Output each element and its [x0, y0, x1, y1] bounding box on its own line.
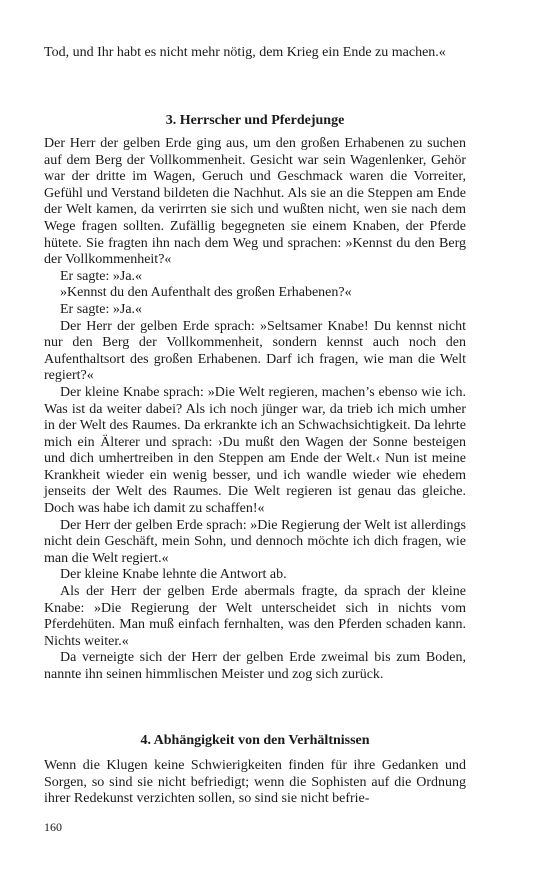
paragraph: Der kleine Knabe lehnte die Antwort ab. [60, 567, 287, 583]
paragraph: Wenn die Klugen keine Schwierigkeiten finden für ihre Gedanken und Sorgen, so sind sie nicht befriedigt; wenn die Sophisten auf die Ordnung ihrer Redekunst verzichten sollen, so sind sie nicht befrie- [44, 758, 466, 807]
paragraph: Der Herr der gelben Erde sprach: »Die Regierung der Welt ist allerdings nicht dein Geschäft, mein Sohn, und dennoch möchte ich dich fragen, wie man die Welt regiert.« [44, 517, 466, 566]
section-body [44, 758, 466, 808]
paragraph: Er sagte: »Ja.« [60, 301, 143, 317]
paragraph: Der Herr der gelben Erde sprach: »Seltsamer Knabe! Du kennst nicht nur den Berg der Vollkommenheit, sondern kennst auch noch den Aufenthaltsort des großen Erhabenen. Darf ich fragen, wie man die Welt regiert?« [44, 318, 466, 384]
paragraph: Er sagte: »Ja.« [60, 268, 143, 284]
section-heading: 4. Abhängigkeit von den Verhältnissen [140, 733, 370, 748]
paragraph: Der kleine Knabe sprach: »Die Welt regieren, machen’s ebenso wie ich. Was ist da weiter dabei? Als ich noch jünger war, da trieb ich mich umher in der Welt des Raumes. Da erkrankte ich an Schwachsichtigkeit. Da lehrte mich ein Älterer und sprach: ›Du mußt den Wagen der Sonne besteigen und dich umhertreiben in den Steppen am Ende der Welt.‹ Nun ist meine Krankheit wieder ein wenig besser, und ich wandle wieder wie ehedem jenseits der Welt des Raumes. Die Welt regieren ist genau das gleiche. Doch was habe ich damit zu schaffen!« [44, 384, 466, 517]
page-number: 160 [44, 820, 62, 834]
paragraph: Da verneigte sich der Herr der gelben Erde zweimal bis zum Boden, nannte ihn seinen himmlischen Meister und zog sich zurück. [44, 650, 466, 682]
paragraph: Tod, und Ihr habt es nicht mehr nötig, dem Krieg ein Ende zu machen.« [44, 45, 446, 60]
section-body [44, 136, 466, 684]
section-heading: 3. Herrscher und Pferdejunge [165, 113, 345, 128]
paragraph: »Kennst du den Aufenthalt des großen Erhabenen?« [60, 285, 352, 301]
paragraph: Der Herr der gelben Erde ging aus, um den großen Erhabenen zu suchen auf dem Berg der Vollkommenheit. Gesicht war sein Wagenlenker, Gehör war der dritte im Wagen, Geruch und Geschmack waren die Vorreiter, Gefühl und Verstand bildeten die Nachhut. Als sie an die Steppen am Ende der Welt kamen, da verirrten sie sich und wußten nicht, wen sie nach dem Wege fragen sollten. Zufällig begegneten sie einem Knaben, der Pferde hütete. Sie fragten ihn nach dem Weg und sprachen: »Kennst du den Berg der Vollkommenheit?« [44, 136, 466, 268]
paragraph: Als der Herr der gelben Erde abermals fragte, da sprach der kleine Knabe: »Die Regierung der Welt unterscheidet sich in nichts vom Pferdehüten. Man muß einfach fernhalten, was den Pferden schaden kann. Nichts weiter.« [44, 584, 466, 649]
intro-text [44, 45, 466, 62]
